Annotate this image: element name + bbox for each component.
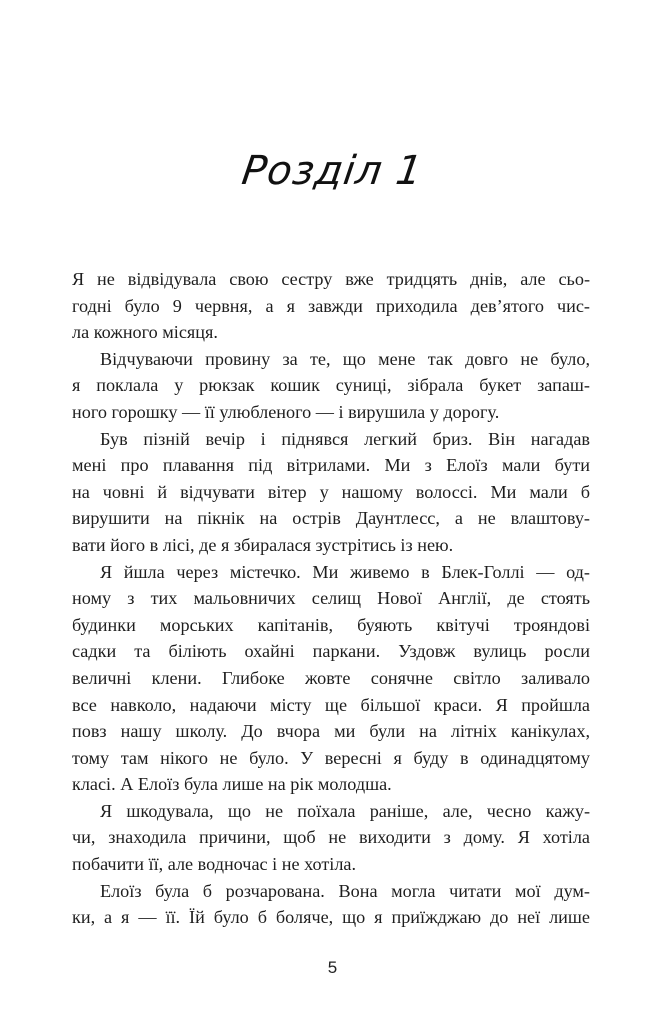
text-line: Елоїз була б розчарована. Вона могла читати мої дум- (100, 880, 590, 901)
text-line: ки, а я — її. Їй було б боляче, що я приїжджаю до неї лише (72, 907, 590, 928)
text-line: Я не відвідувала свою сестру вже тридцять днів, але сьо- (72, 269, 590, 289)
text-line: побачити її, але водночас і не хотіла. (72, 854, 357, 875)
body-text (72, 266, 590, 931)
text-line: величні клени. Глибоке жовте сонячне світло заливало (72, 667, 590, 688)
chapter-title: Розділ 1 (239, 148, 426, 194)
text-line: Був пізній вечір і піднявся легкий бриз. Він нагадав (100, 428, 590, 449)
text-line: повз нашу школу. До вчора ми були на літніх канікулах, (72, 721, 590, 742)
text-line: чи, знаходила причини, щоб не виходити з дому. Я хотіла (72, 827, 590, 848)
text-line: Відчуваючи провину за те, що мене так довго не було, (100, 348, 590, 369)
text-line: ному з тих мальовничих селищ Нової Англії, де стоять (72, 588, 590, 609)
text-line: Я шкодувала, що не поїхала раніше, але, чесно кажу- (100, 800, 590, 821)
text-line: все навколо, надаючи місту ще більшої краси. Я пройшла (72, 694, 590, 715)
text-line: тому там нікого не було. У вересні я буду в одинадцятому (72, 747, 590, 768)
text-line: вати його в лісі, де я збиралася зустрітись із нею. (72, 534, 454, 555)
text-line: садки та біліють охайні паркани. Уздовж вулиць росли (72, 641, 590, 662)
text-line: годні було 9 червня, а я завжди приходила дев’ятого чис- (72, 295, 590, 316)
text-line: вирушити на пікнік на острів Даунтлесс, а не влаштову- (72, 508, 590, 529)
text-line: Я йшла через містечко. Ми живемо в Блек-Голлі — од- (100, 561, 590, 582)
page-number: 5 (327, 958, 338, 977)
text-line: я поклала у рюкзак кошик суниці, зібрала букет запаш- (72, 375, 590, 396)
text-line: на човні й відчувати вітер у нашому волоссі. Ми мали б (72, 481, 590, 502)
text-line: ного горошку — її улюбленого — і вирушила у дорогу. (72, 401, 500, 422)
text-line: мені про плавання під вітрилами. Ми з Елоїз мали бути (72, 455, 590, 476)
text-line: ла кожного місяця. (72, 322, 218, 343)
text-line: класі. А Елоїз була лише на рік молодша. (72, 774, 392, 795)
text-line: будинки морських капітанів, буяють квітучі трояндові (72, 614, 590, 635)
